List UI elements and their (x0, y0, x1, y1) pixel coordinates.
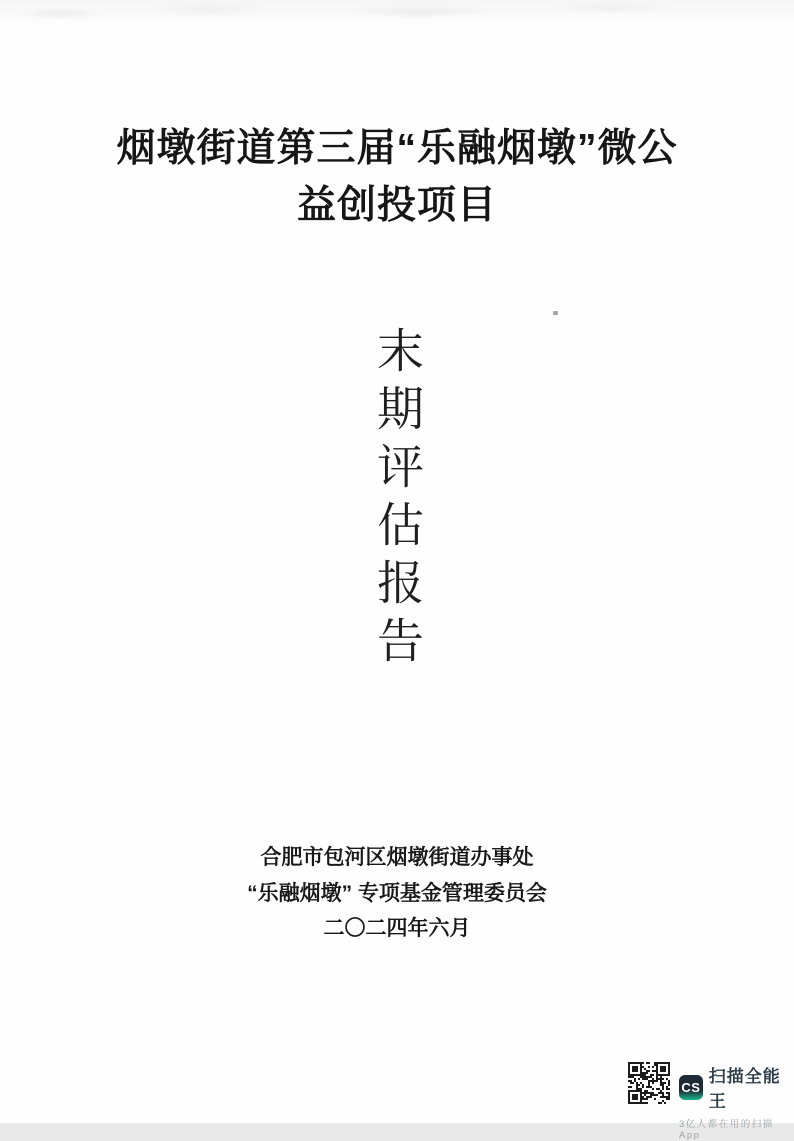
publisher-org-line-2: “乐融烟墩” 专项基金管理委员会 (247, 881, 547, 905)
camscanner-tagline: 3亿人都在用的扫描App (679, 1119, 774, 1141)
report-title (0, 120, 794, 234)
qr-code-icon (628, 1062, 670, 1104)
publisher-org-line-1: 合肥市包河区烟墩街道办事处 (260, 846, 534, 869)
camscanner-app-name: 扫描全能王 (708, 1067, 781, 1111)
camscanner-watermark (628, 1062, 794, 1141)
report-title-line-2: 益创投项目 (296, 184, 497, 227)
publisher-block (0, 840, 794, 947)
report-subtitle-vertical: 末期评估报告 (370, 326, 422, 674)
scan-artifact-top (0, 0, 794, 30)
report-title-line-1: 烟墩街道第三届“乐融烟墩”微公 (116, 127, 678, 170)
camscanner-logo-icon: CS (679, 1075, 703, 1100)
scan-artifact-speck (553, 311, 558, 315)
publish-date: 二〇二四年六月 (323, 917, 471, 940)
camscanner-watermark-text (679, 1062, 794, 1141)
